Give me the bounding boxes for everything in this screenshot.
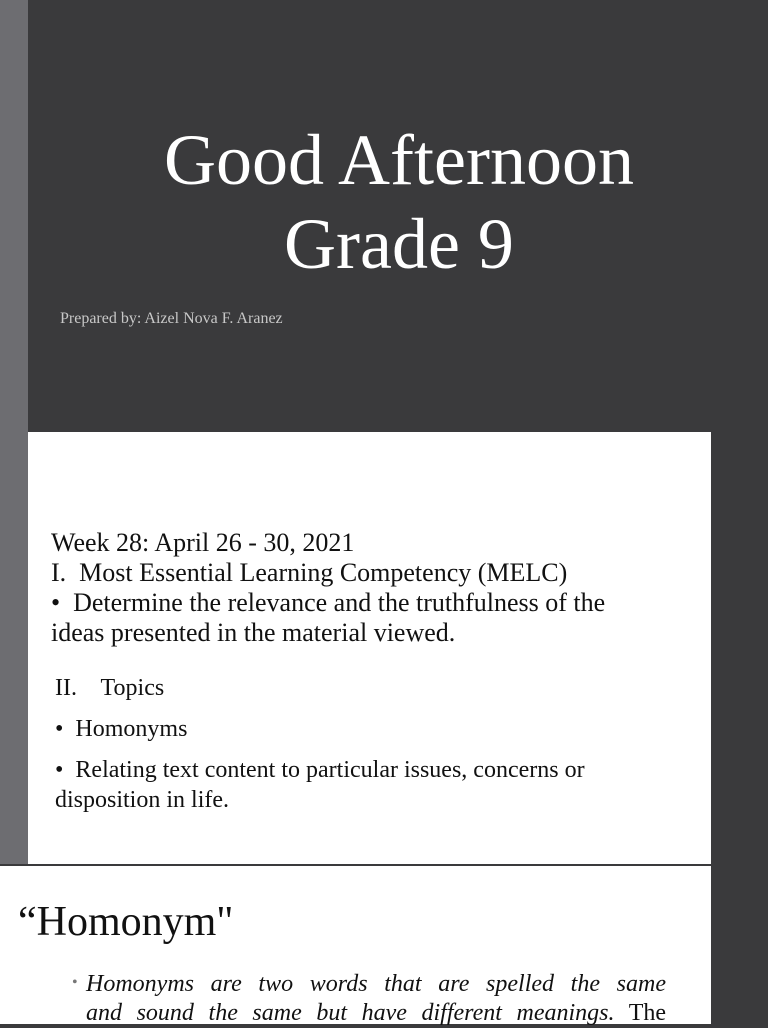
title-line-2: Grade 9 <box>284 204 514 284</box>
topic-item-relating-line-1: • Relating text content to particular issues, concerns or <box>55 757 585 783</box>
melc-bullet-line-1: • Determine the relevance and the truthfulness of the <box>51 588 606 617</box>
slide-accent-strip <box>0 432 28 864</box>
melc-bullet-line-2: ideas presented in the material viewed. <box>51 618 456 647</box>
content-card <box>28 432 711 864</box>
slide-1 <box>0 0 768 432</box>
prepared-by: Prepared by: Aizel Nova F. Aranez <box>60 310 283 327</box>
slide-2 <box>0 432 768 864</box>
title-line-1: Good Afternoon <box>164 120 634 200</box>
week-label: Week 28: April 26 - 30, 2021 <box>51 528 355 557</box>
slide-title <box>0 118 768 286</box>
definition-line-2: and sound the same but have different meanings. <box>86 1000 615 1026</box>
topic-item-homonyms: • Homonyms <box>55 716 188 742</box>
melc-heading: I. Most Essential Learning Competency (MELC) <box>51 558 568 587</box>
definition-line-2-rest: The <box>614 1000 667 1026</box>
slide-3 <box>0 864 768 1024</box>
topics-heading: II. Topics <box>55 675 165 701</box>
definition-line-1: Homonyms are two words that are spelled the same <box>86 971 666 997</box>
bullet-icon: • <box>72 974 78 991</box>
definition-text <box>86 970 666 1028</box>
slide-title: “Homonym" <box>18 899 234 945</box>
content-card <box>0 866 711 1024</box>
topic-item-relating-line-2: disposition in life. <box>55 787 229 813</box>
